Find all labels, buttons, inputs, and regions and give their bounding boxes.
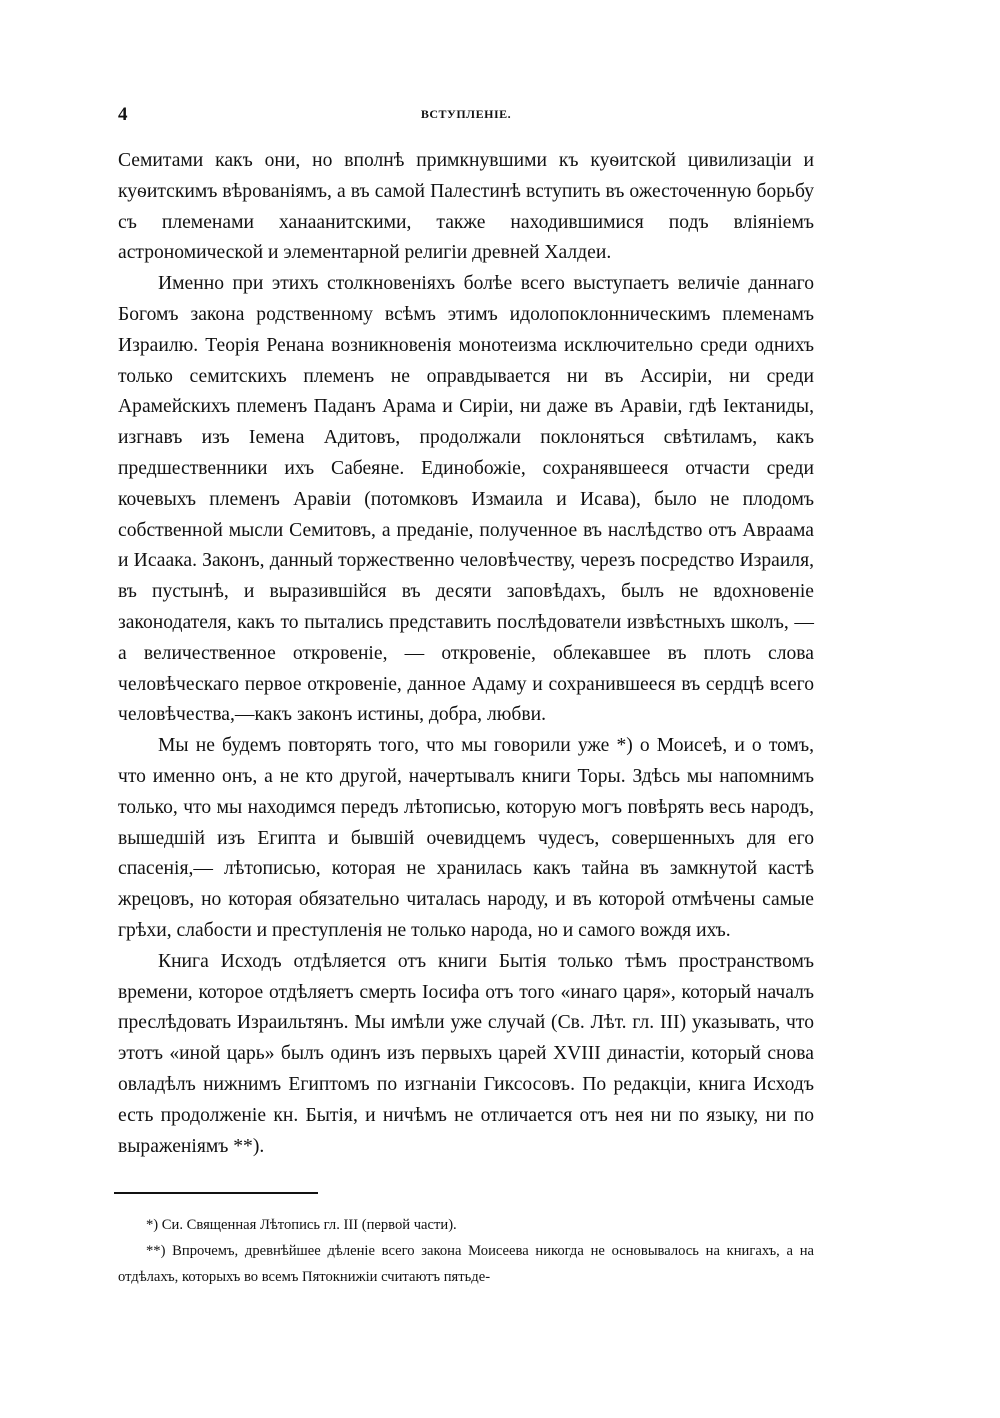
footnote-2: **) Впрочемъ, древнѣйшее дѣленіе всего закона Моисеева никогда не основывалось на книгахъ, а на отдѣлахъ, которыхъ во всемъ Пятокнижіи считаютъ пятьде- xyxy=(118,1243,814,1285)
paragraph-continuation: Семитами какъ они, но вполнѣ примкнувшими къ куѳитской цивилизаціи и куѳитскимъ вѣрованіямъ, а въ самой Палестинѣ вступить въ ожесточенную борьбу съ племенами ханаанитскими, также находившимися подъ вліяніемъ астрономической и элементарной религіи древней Халдеи. xyxy=(118,150,814,264)
paragraph-exodus: Книга Исходъ отдѣляется отъ книги Бытія только тѣмъ пространствомъ времени, которое отдѣляетъ смерть Іосифа отъ того «инаго царя», который началъ преслѣдовать Израильтянъ. Мы имѣли уже случай (Св. Лѣт. гл. III) указывать, что этотъ «иной царь» былъ одинъ изъ первыхъ царей XVIII династіи, который снова овладѣлъ нижнимъ Египтомъ по изгнаніи Гиксосовъ. По редакціи, книга Исходъ есть продолженіе кн. Бытія, и ничѣмъ не отличается отъ нея ни по языку, ни по выраженіямъ **). xyxy=(118,950,814,1157)
footnote-1: *) Си. Священная Лѣтопись гл. III (первой части). xyxy=(146,1217,457,1233)
footnote-divider xyxy=(114,1192,318,1194)
body-text xyxy=(118,146,814,1162)
section-title: ВСТУПЛЕНІЕ. xyxy=(420,107,512,121)
paragraph-moses: Мы не будемъ повторять того, что мы говорили уже *) о Моисеѣ, и о томъ, что именно онъ, а не кто другой, начертывалъ книги Торы. Здѣсь мы напомнимъ только, что мы находимся передъ лѣтописью, которую могъ повѣрять весь народъ, вышедшій изъ Египта и бывшій очевидцемъ чудесъ, совершенныхъ для его спасенія,— лѣтописью, которая не хранилась какъ тайна въ замкнутой кастѣ жрецовъ, но которая обязательно читалась народу, и въ которой отмѣчены самые грѣхи, слабости и преступленія не только народа, но и самого вождя ихъ. xyxy=(118,735,814,941)
running-head xyxy=(118,104,814,128)
paragraph-monotheism: Именно при этихъ столкновеніяхъ болѣе всего выступаетъ величіе даннаго Богомъ закона родственному всѣмъ этимъ идолопоклонническимъ племенамъ Израилю. Теорія Ренана возникновенія монотеизма исключительно среди однихъ только семитскихъ племенъ не оправдывается ни въ Ассиріи, ни среди Арамейскихъ племенъ Паданъ Арама и Сиріи, ни даже въ Аравіи, гдѣ Іектаниды, изгнавъ изъ Іемена Адитовъ, продолжали поклоняться свѣтиламъ, какъ предшественники ихъ Сабеяне. Единобожіе, сохранявшееся отчасти среди кочевыхъ племенъ Аравіи (потомковъ Измаила и Исава), было не плодомъ собственной мысли Семитовъ, а преданіе, полученное въ наслѣдство отъ Авраама и Исаака. Законъ, данный торжественно человѣчеству, черезъ посредство Израиля, въ пустынѣ, и выразившійся въ десяти заповѣдахъ, былъ не вдохновеніе законодателя, какъ то пытались представить послѣдователи извѣстныхъ школъ, — а величественное откровеніе, — откровеніе, облекавшее въ плоть слова человѣческаго первое откровеніе, данное Адаму и сохранившееся въ сердцѣ всего человѣчества,—какъ законъ истины, добра, любви. xyxy=(118,273,814,726)
footnotes xyxy=(118,1212,814,1290)
page-number: 4 xyxy=(118,104,128,125)
